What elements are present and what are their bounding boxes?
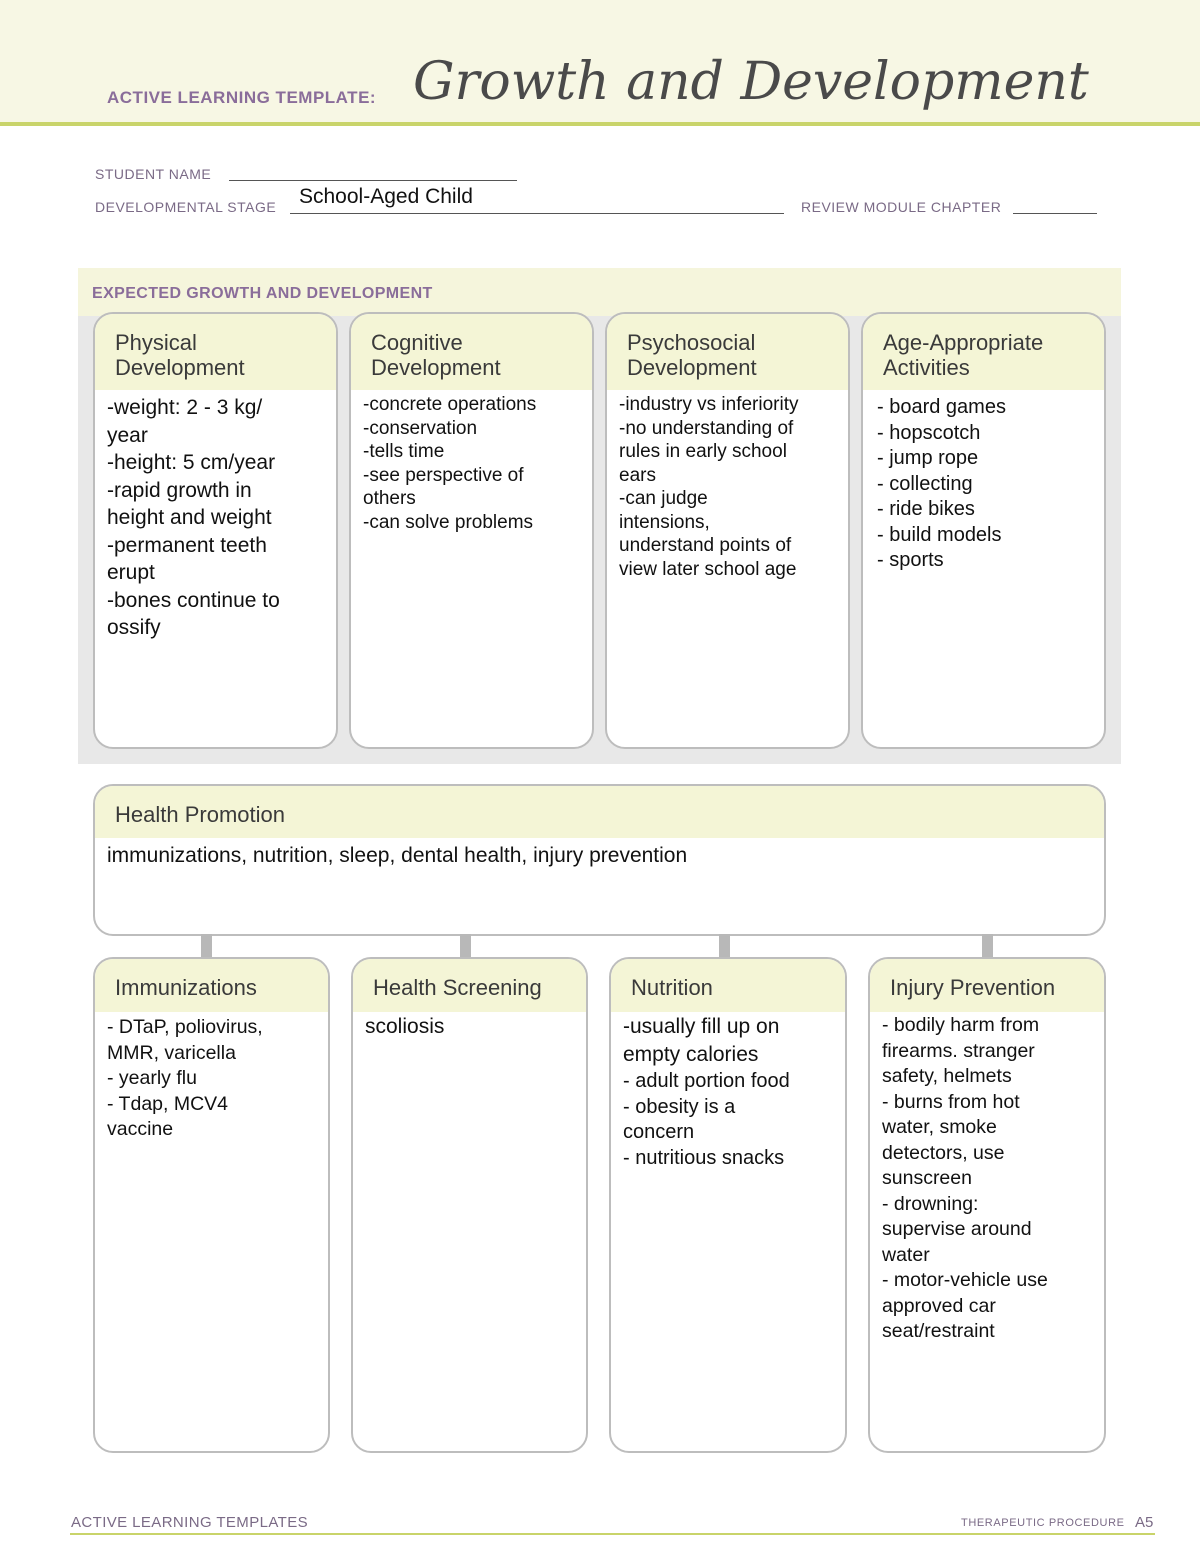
list-item: -permanent teeth	[107, 533, 267, 557]
page-title: Growth and Development	[413, 52, 1089, 112]
card-health-promotion-header	[95, 786, 1104, 838]
list-item: ears	[619, 464, 656, 486]
list-item: -tells time	[363, 441, 445, 462]
list-item: -no understanding of	[619, 417, 794, 439]
developmental-stage-label: DEVELOPMENTAL STAGE	[95, 199, 277, 215]
card-title-line: Age-Appropriate	[883, 330, 1044, 355]
card-title-line: Activities	[883, 355, 970, 380]
card-psychosocial-body	[607, 390, 848, 581]
card-activities-body	[863, 390, 1104, 574]
review-module-field[interactable]	[1013, 213, 1097, 214]
card-health-promotion-body	[95, 838, 1104, 869]
card-title-line: Psychosocial	[627, 330, 756, 355]
card-injury-prevention-header	[870, 959, 1104, 1012]
list-item: ossify	[107, 616, 161, 639]
card-immunizations	[93, 957, 330, 1453]
student-name-label: STUDENT NAME	[95, 166, 212, 182]
connector	[719, 934, 730, 958]
list-item: water	[882, 1243, 930, 1266]
list-item: -see perspective of	[363, 464, 524, 486]
list-item: -conservation	[363, 417, 478, 439]
list-item: -height: 5 cm/year	[107, 451, 276, 474]
card-health-screening-body	[353, 1012, 586, 1040]
list-item: rules in early school	[619, 441, 787, 462]
list-item: - obesity is a	[623, 1095, 736, 1118]
list-item: - nutritious snacks	[623, 1146, 785, 1169]
list-item: - Tdap, MCV4	[107, 1092, 229, 1115]
card-physical-header	[95, 314, 336, 390]
list-item: -bones continue to	[107, 588, 280, 612]
card-title-line: Physical	[115, 330, 197, 355]
card-physical-development	[93, 312, 338, 749]
health-promotion-text: immunizations, nutrition, sleep, dental health, injury prevention	[107, 844, 688, 867]
developmental-stage-field[interactable]	[290, 213, 784, 214]
card-nutrition	[609, 957, 847, 1453]
list-item: others	[363, 488, 416, 509]
list-item: detectors, use	[882, 1141, 1005, 1164]
list-item: approved car	[882, 1294, 996, 1317]
list-item: - drowning:	[882, 1192, 979, 1215]
footer-left-label: ACTIVE LEARNING TEMPLATES	[71, 1514, 308, 1531]
list-item: intensions,	[619, 511, 710, 533]
list-item: -usually fill up on	[623, 1015, 780, 1038]
card-title-line: Development	[627, 355, 757, 380]
card-immunizations-header	[95, 959, 328, 1012]
list-item: -industry vs inferiority	[619, 394, 799, 415]
card-health-screening	[351, 957, 588, 1453]
list-item: -can judge	[619, 488, 708, 509]
list-item: -rapid growth in	[107, 478, 252, 502]
footer-divider	[70, 1533, 1155, 1535]
list-item: erupt	[107, 561, 155, 584]
connector	[982, 934, 993, 958]
connector	[460, 934, 471, 958]
list-item: - DTaP, poliovirus,	[107, 1016, 263, 1038]
list-item: sunscreen	[882, 1167, 972, 1189]
card-cognitive-body	[351, 390, 592, 534]
card-title-line: Development	[371, 355, 501, 380]
card-health-promotion	[93, 784, 1106, 936]
list-item: - adult portion food	[623, 1070, 790, 1092]
card-immunizations-body	[95, 1012, 328, 1143]
list-item: understand points of	[619, 535, 792, 556]
list-item: vaccine	[107, 1118, 174, 1140]
expected-heading: EXPECTED GROWTH AND DEVELOPMENT	[92, 285, 433, 302]
template-label: ACTIVE LEARNING TEMPLATE:	[107, 88, 377, 107]
card-nutrition-header	[611, 959, 845, 1012]
card-title-line: Health Promotion	[115, 802, 285, 827]
list-item: - ride bikes	[877, 498, 975, 520]
card-psychosocial-development	[605, 312, 850, 749]
list-item: -can solve problems	[363, 511, 534, 533]
list-item: - hopscotch	[877, 421, 981, 444]
list-item: firearms. stranger	[882, 1039, 1035, 1062]
list-item: height and weight	[107, 506, 272, 529]
list-item: - yearly flu	[107, 1067, 197, 1089]
header-divider	[0, 122, 1200, 126]
connector	[201, 934, 212, 958]
list-item: safety, helmets	[882, 1065, 1012, 1087]
card-health-screening-header	[353, 959, 586, 1012]
list-item: - motor-vehicle use	[882, 1269, 1048, 1291]
card-title-line: Cognitive	[371, 330, 463, 355]
card-title-line: Nutrition	[631, 975, 713, 1000]
page-number: A5	[1135, 1514, 1154, 1531]
list-item: -weight: 2 - 3 kg/	[107, 396, 263, 419]
card-cognitive-development	[349, 312, 594, 749]
card-nutrition-body	[611, 1012, 845, 1171]
list-item: year	[107, 423, 148, 447]
footer-right-label: THERAPEUTIC PROCEDURE	[961, 1517, 1125, 1529]
card-physical-body	[95, 390, 336, 642]
list-item: - board games	[877, 396, 1006, 418]
list-item: - burns from hot	[882, 1090, 1020, 1113]
student-name-field[interactable]	[229, 180, 517, 181]
list-item: - build models	[877, 523, 1002, 546]
card-activities-header	[863, 314, 1104, 390]
review-module-label: REVIEW MODULE CHAPTER	[801, 199, 1002, 215]
list-item: -concrete operations	[363, 394, 537, 415]
card-psychosocial-header	[607, 314, 848, 390]
list-item: - bodily harm from	[882, 1014, 1040, 1036]
list-item: scoliosis	[365, 1015, 445, 1038]
list-item: MMR, varicella	[107, 1041, 236, 1064]
card-cognitive-header	[351, 314, 592, 390]
developmental-stage-value: School-Aged Child	[299, 185, 473, 208]
list-item: - jump rope	[877, 447, 979, 469]
card-title-line: Injury Prevention	[890, 975, 1056, 1000]
list-item: - collecting	[877, 472, 973, 495]
card-injury-prevention-body	[870, 1012, 1104, 1345]
card-injury-prevention	[868, 957, 1106, 1453]
card-age-appropriate-activities	[861, 312, 1106, 749]
list-item: seat/restraint	[882, 1320, 995, 1342]
list-item: water, smoke	[882, 1116, 997, 1138]
list-item: view later school age	[619, 558, 797, 580]
list-item: empty calories	[623, 1043, 759, 1066]
card-title-line: Health Screening	[373, 975, 542, 1000]
list-item: supervise around	[882, 1218, 1032, 1240]
card-title-line: Development	[115, 355, 245, 380]
list-item: - sports	[877, 549, 944, 571]
card-title-line: Immunizations	[115, 975, 257, 1000]
list-item: concern	[623, 1121, 695, 1143]
